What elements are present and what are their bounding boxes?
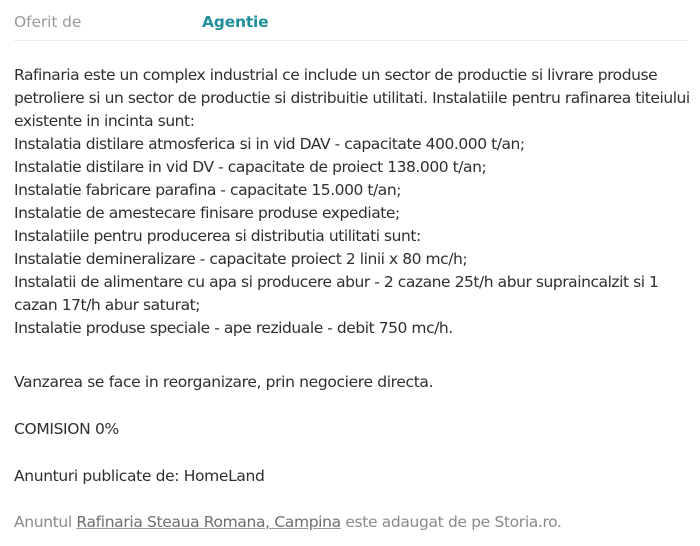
description-line: Instalatia distilare atmosferica si in vid DAV - capacitate 400.000 t/an; bbox=[14, 135, 525, 153]
description-line: petroliere si un sector de productie si distribuitie utilitati. Instalatiile pentru rafinarea titeiului bbox=[14, 89, 690, 107]
publisher-note: Anunturi publicate de: HomeLand bbox=[14, 467, 265, 485]
description-line: cazan 17t/h abur saturat; bbox=[14, 296, 201, 314]
description-line: Instalatie de amestecare finisare produse expediate; bbox=[14, 204, 400, 222]
offered-by-value: Agentie bbox=[202, 13, 269, 31]
source-note bbox=[14, 511, 562, 534]
offered-by-label: Oferit de bbox=[14, 13, 82, 31]
listing-description bbox=[14, 64, 690, 340]
description-line: Instalatii de alimentare cu apa si producere abur - 2 cazane 25t/h abur supraincalzit si 1 bbox=[14, 273, 659, 291]
listing-source-link[interactable]: Rafinaria Steaua Romana, Campina bbox=[76, 513, 341, 531]
source-prefix: Anuntul bbox=[14, 513, 77, 531]
description-line: Instalatie produse speciale - ape reziduale - debit 750 mc/h. bbox=[14, 319, 453, 337]
offered-by-row bbox=[14, 10, 688, 41]
sale-note: Vanzarea se face in reorganizare, prin negociere directa. bbox=[14, 373, 434, 391]
description-line: Instalatie distilare in vid DV - capacitate de proiect 138.000 t/an; bbox=[14, 158, 487, 176]
commission-note: COMISION 0% bbox=[14, 420, 119, 438]
description-line: existente in incinta sunt: bbox=[14, 112, 195, 130]
description-line: Instalatie fabricare parafina - capacitate 15.000 t/an; bbox=[14, 181, 401, 199]
description-line: Rafinaria este un complex industrial ce include un sector de productie si livrare produse bbox=[14, 66, 658, 84]
description-line: Instalatie demineralizare - capacitate proiect 2 linii x 80 mc/h; bbox=[14, 250, 468, 268]
source-suffix: este adaugat de pe Storia.ro. bbox=[340, 513, 562, 531]
description-line: Instalatiile pentru producerea si distributia utilitati sunt: bbox=[14, 227, 421, 245]
